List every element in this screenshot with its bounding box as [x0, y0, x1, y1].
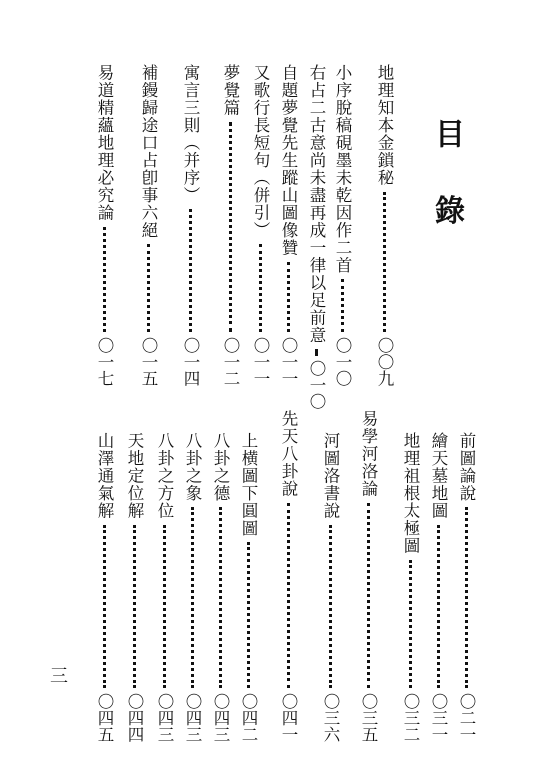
entry-label: 自題夢覺先生蹤山圖像贊 [279, 64, 298, 257]
leader-dots [315, 349, 318, 355]
leader-dots [341, 279, 344, 332]
leader-dots [147, 244, 150, 332]
toc-entry [398, 432, 422, 742]
page-number: 三 [50, 666, 68, 687]
leader-dots [259, 244, 262, 332]
toc-entry [136, 64, 160, 386]
entry-label: 八卦之象 [183, 432, 202, 502]
toc-entry [92, 432, 116, 742]
leader-dots [103, 227, 106, 332]
toc-entry [180, 432, 204, 742]
toc-entry [248, 64, 272, 386]
entry-page: 〇一〇 [307, 360, 326, 410]
entry-label: 地理祖根太極圖 [401, 432, 420, 555]
leader-dots [287, 262, 290, 332]
leader-dots [329, 525, 332, 688]
leader-dots [191, 507, 194, 688]
leader-dots [163, 525, 166, 688]
toc-entry [276, 64, 300, 386]
entry-page: 〇一一 [251, 336, 270, 386]
entry-label: 先天八卦說 [279, 410, 298, 498]
toc-entry [92, 64, 116, 386]
entry-page: 〇一二 [221, 336, 240, 386]
toc-entry [218, 64, 242, 386]
entry-label: 又歌行長短句（併引） [251, 64, 270, 239]
toc-entry [318, 432, 342, 742]
leader-dots [133, 525, 136, 688]
entry-page: 〇二一 [457, 692, 476, 742]
toc-entry [304, 64, 328, 410]
entry-page: 〇四三 [183, 692, 202, 742]
entry-page: 〇四三 [211, 692, 230, 742]
entry-page: 〇一七 [95, 336, 114, 386]
entry-page: 〇一〇 [333, 336, 352, 386]
leader-dots [437, 525, 440, 688]
page-title: 目 錄 [429, 118, 464, 243]
leader-dots [383, 192, 386, 332]
leader-dots [247, 542, 250, 688]
toc-entry [372, 64, 396, 386]
entry-page: 〇四一 [279, 692, 298, 742]
toc-entry [454, 432, 478, 742]
toc-entry [426, 432, 450, 742]
entry-label: 右占二古意尚未盡再成一律以足前意 [307, 64, 326, 344]
toc-entry [152, 432, 176, 742]
toc-entry [276, 410, 300, 742]
entry-label: 易學河洛論 [359, 410, 378, 498]
toc-entry [356, 410, 380, 742]
entry-label: 補鏝歸途口占卽事六絕 [139, 64, 158, 239]
leader-dots [287, 503, 290, 688]
entry-page: 〇一四 [181, 336, 200, 386]
toc-entry [122, 432, 146, 742]
entry-page: 〇三五 [359, 692, 378, 742]
entry-page: 〇四二 [239, 692, 258, 742]
entry-page: 〇三一 [429, 692, 448, 742]
entry-label: 山澤通氣解 [95, 432, 114, 520]
toc-entry [178, 64, 202, 386]
toc-entry [208, 432, 232, 742]
entry-label: 八卦之方位 [155, 432, 174, 520]
entry-label: 寓言三則（并序） [181, 64, 200, 204]
entry-label: 河圖洛書說 [321, 432, 340, 520]
entry-page: 〇三六 [321, 692, 340, 742]
entry-label: 小序脫稿硯墨未乾因作二首 [333, 64, 352, 274]
leader-dots [367, 503, 370, 688]
toc-entry [330, 64, 354, 386]
entry-page: 〇〇九 [375, 336, 394, 386]
entry-page: 〇一一 [279, 336, 298, 386]
leader-dots [103, 525, 106, 688]
leader-dots [219, 507, 222, 688]
entry-page: 〇一五 [139, 336, 158, 386]
entry-label: 易道精蘊地理必究論 [95, 64, 114, 222]
entry-page: 〇四三 [155, 692, 174, 742]
entry-label: 上横圖下圓圖 [239, 432, 258, 537]
entry-label: 夢覺篇 [221, 64, 240, 117]
leader-dots [409, 560, 412, 688]
leader-dots [189, 209, 192, 332]
entry-page: 〇四四 [125, 692, 144, 742]
entry-label: 前圖論說 [457, 432, 476, 502]
leader-dots [229, 122, 232, 332]
entry-label: 八卦之德 [211, 432, 230, 502]
entry-page: 〇三二 [401, 692, 420, 742]
entry-label: 地理知本金鎖秘 [375, 64, 394, 187]
toc-entry [236, 432, 260, 742]
entry-page: 〇四五 [95, 692, 114, 742]
entry-label: 繪天墓地圖 [429, 432, 448, 520]
leader-dots [465, 507, 468, 688]
entry-label: 天地定位解 [125, 432, 144, 520]
